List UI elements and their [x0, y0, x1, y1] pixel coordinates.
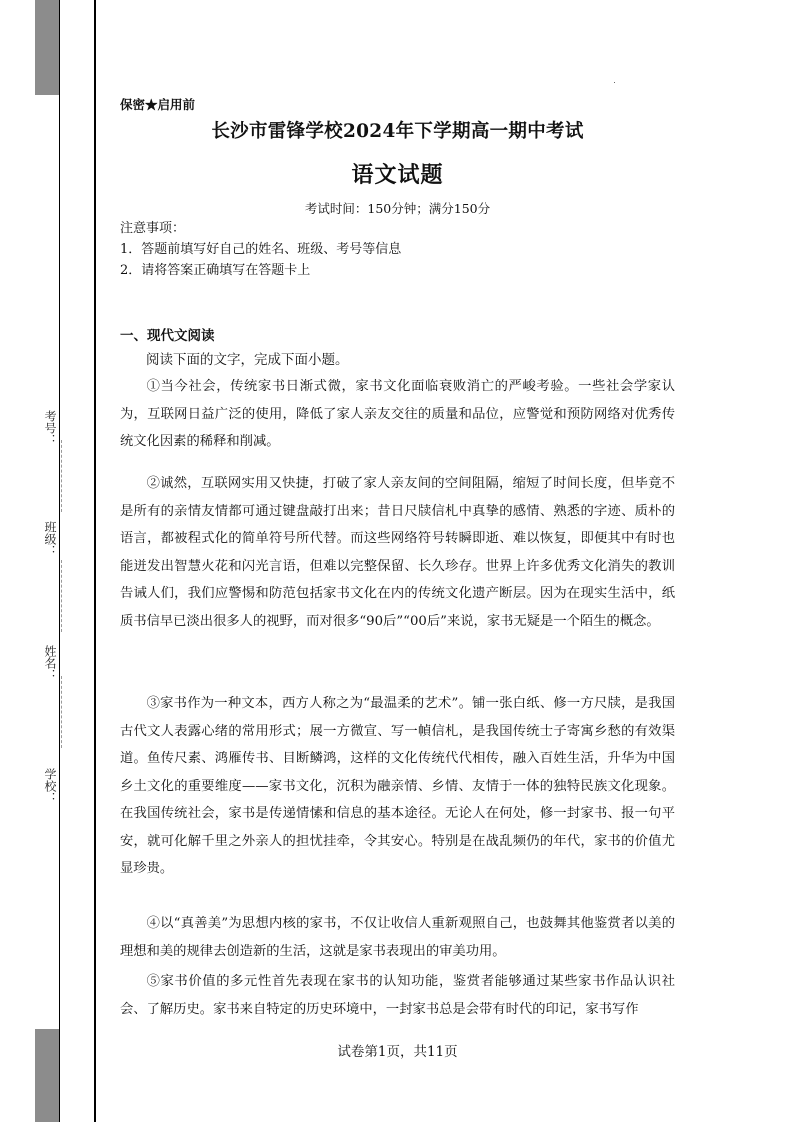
binding-line-left: [59, 0, 60, 1122]
class-field-label: 班级：: [43, 521, 57, 557]
passage-paragraph-4: ④以“真善美”为思想内核的家书，不仅让收信人重新观照自己，也鼓舞其他鉴赏者以美的理想和美的规律去创造新的生活，这就是家书表现出的审美功用。: [120, 916, 675, 959]
exam-number-field-label: 考号：: [43, 410, 57, 446]
subject-title: 语文试题: [351, 162, 444, 188]
name-field-line: [61, 560, 76, 632]
scan-dot: [614, 82, 615, 83]
notes-block: [120, 218, 401, 281]
passage-paragraph-2: ②诚然，互联网实用又快捷，打破了家人亲友间的空间阻隔，缩短了时间长度，但毕竟不是所有的亲情友情都可通过键盘敲打出来；昔日尺牍信札中真挚的感情、熟悉的字迹、质朴的语言，都被程式化的简单符号所代替。而这些网络符号转瞬即逝、难以恢复，即便其中有时也能迸发出智慧火花和闪光言语，但难以完整保留、长久珍存。世界上许多优秀文化消失的教训告诫人们，我们应警惕和防范包括家书文化在内的传统文化遗产断层。因为在现实生活中，纸质书信早已淡出很多人的视野，而对很多“90后”“00后”来说，家书无疑是一个陌生的概念。: [120, 476, 675, 629]
notes-item: 1．答题前填写好自己的姓名、班级、考号等信息: [120, 242, 402, 257]
exam-info: 考试时间：150分钟；满分150分: [304, 201, 491, 216]
confidential-mark: 保密★启用前: [120, 97, 196, 112]
notes-heading: 注意事项：: [120, 221, 186, 236]
name-field-label: 姓名：: [43, 645, 57, 681]
school-field-line: [61, 676, 76, 748]
binding-line-right: [94, 0, 96, 1122]
passage-paragraph-1: ①当今社会，传统家书日渐式微，家书文化面临衰败消亡的严峻考验。一些社会学家认为，互联网日益广泛的使用，降低了家人亲友交往的质量和品位，应警觉和预防网络对优秀传统文化因素的稀释和削减。: [120, 379, 675, 449]
reading-instruction: 阅读下面的文字，完成下面小题。: [146, 352, 349, 368]
binding-strip-top: [35, 0, 59, 95]
school-field-label: 学校：: [43, 768, 57, 804]
binding-strip-bottom: [35, 1029, 59, 1122]
class-field-line: [61, 440, 76, 512]
notes-item: 2．请将答案正确填写在答题卡上: [120, 263, 311, 278]
passage-paragraph-3: ③家书作为一种文本，西方人称之为“最温柔的艺术”。铺一张白纸、修一方尺牍，是我国古代文人表露心绪的常用形式；展一方微宣、写一幀信札，是我国传统士子寄寓乡愁的有效渠道。鱼传尺素、鸿雁传书、目断鳞鸿，这样的文化传统代代相传，融入百姓生活，升华为中国乡土文化的重要维度——家书文化，沉积为融亲情、乡情、友情于一体的独特民族文化现象。在我国传统社会，家书是传递情愫和信息的基本途径。无论人在何处，修一封家书、报一句平安，就可化解千里之外亲人的担忧挂牵，令其安心。特别是在战乱频仍的年代，家书的价值尤显珍贵。: [120, 696, 675, 876]
page-footer: 试卷第1页，共11页: [337, 1044, 458, 1060]
exam-title: 长沙市雷锋学校2024年下学期高一期中考试: [211, 121, 584, 142]
section-title: 一、现代文阅读: [120, 328, 215, 344]
passage-paragraph-5: ⑤家书价值的多元性首先表现在家书的认知功能，鉴赏者能够通过某些家书作品认识社会、了解历史。家书来自特定的历史环境中，一封家书总是会带有时代的印记，家书写作: [120, 974, 675, 1017]
